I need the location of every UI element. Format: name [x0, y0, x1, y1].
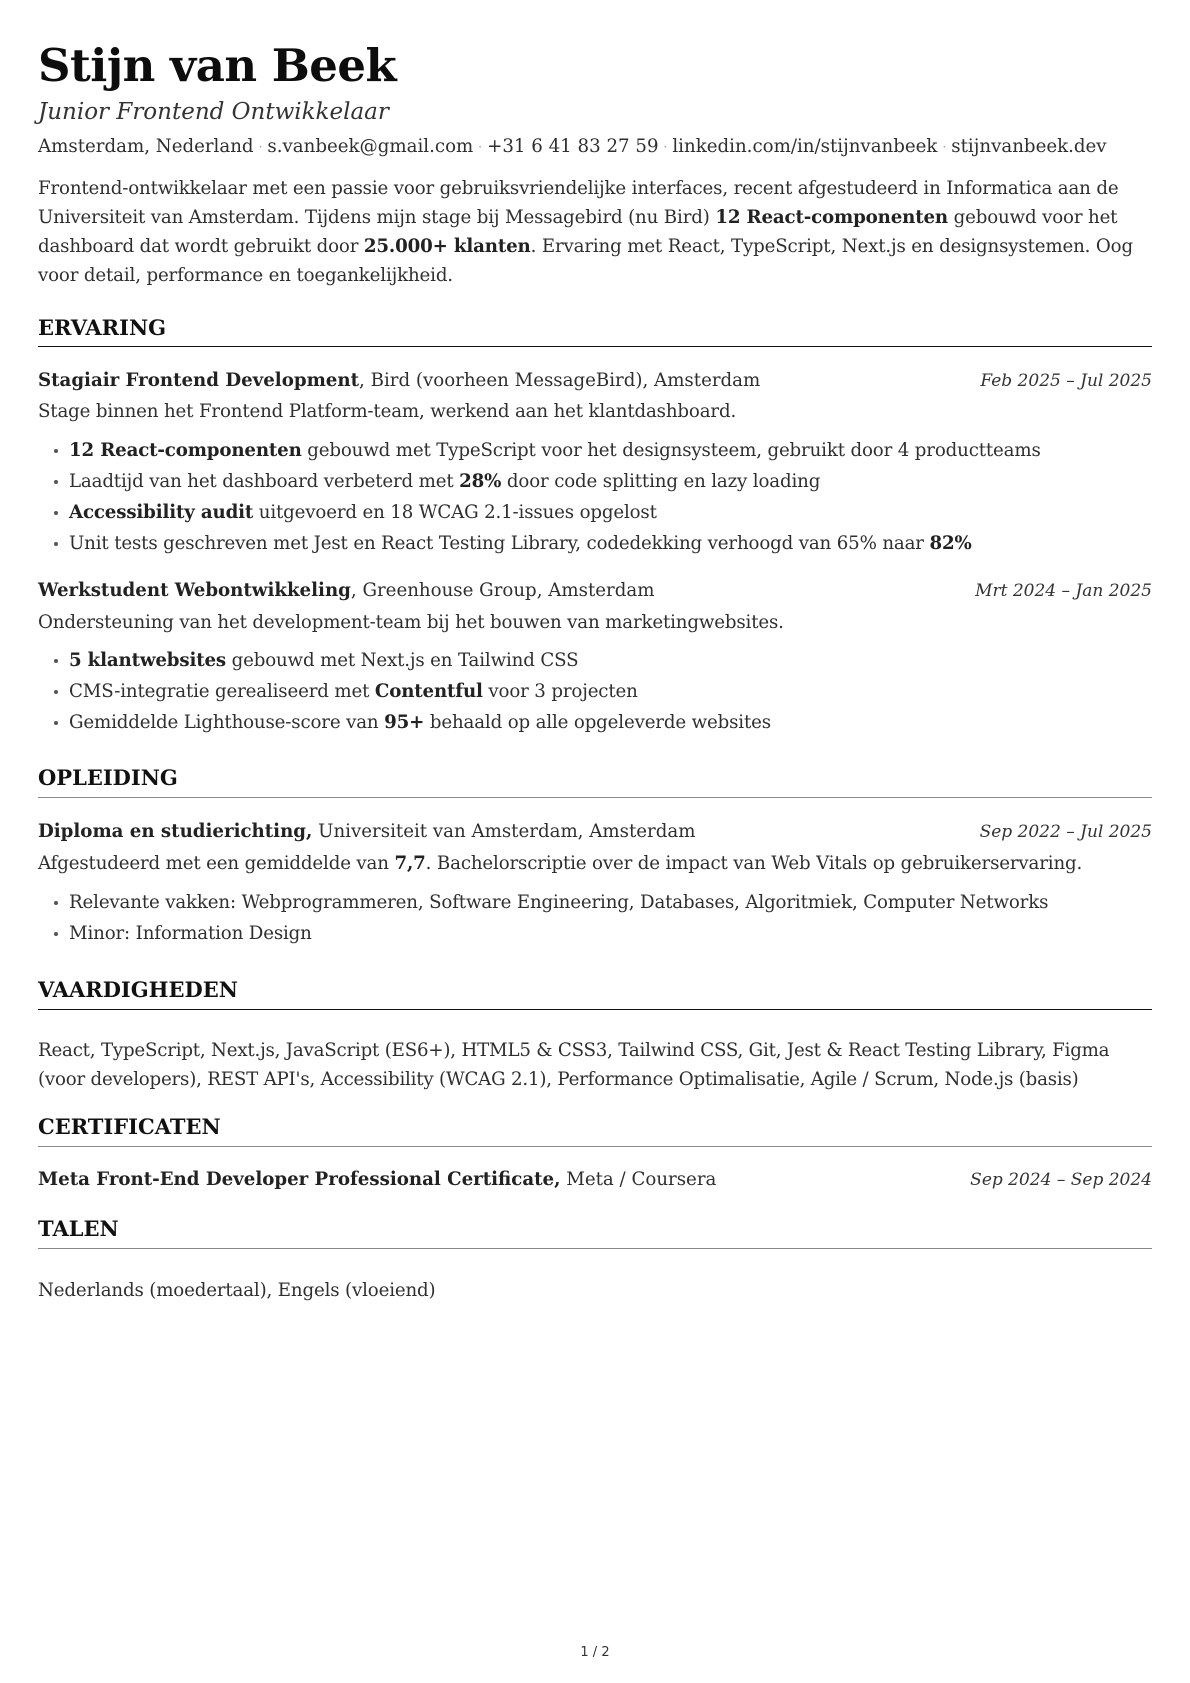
- summary-text: . Ervaring met React, TypeScript, Next.js en designsystemen. Oog voor detail, performance en toegankelijkheid.: [38, 236, 1133, 286]
- contact-separator: ·: [663, 140, 668, 154]
- job-description: Ondersteuning van het development-team bij het bouwen van marketingwebsites.: [38, 612, 784, 633]
- job-date: Feb 2025 – Jul 2025: [980, 371, 1152, 391]
- skills-list: React, TypeScript, Next.js, JavaScript (ES6+), HTML5 & CSS3, Tailwind CSS, Git, Jest & React Testing Library, Figma (voor developers), REST API's, Accessibility (WCAG 2.1), Performance Optimalisatie, Agile / Scrum, Node.js (basis): [38, 1040, 1110, 1090]
- section-divider: [38, 1146, 1152, 1147]
- education-date: Sep 2022 – Jul 2025: [979, 822, 1152, 842]
- education-degree: Diploma en studierichting,: [38, 821, 313, 842]
- list-item: Gemiddelde Lighthouse-score van 95+ behaald op alle opgeleverde websites: [52, 707, 1152, 738]
- job-date: Mrt 2024 – Jan 2025: [975, 581, 1152, 601]
- list-item: Minor: Information Design: [52, 918, 1152, 949]
- section-title-skills: VAARDIGHEDEN: [38, 977, 238, 1002]
- summary-highlight: 12 React-componenten: [715, 207, 948, 228]
- list-item: Accessibility audit uitgevoerd en 18 WCAG 2.1-issues opgelost: [52, 497, 1152, 528]
- section-divider: [38, 1248, 1152, 1249]
- certificate-row: [38, 1166, 1152, 1194]
- education-bullets: [52, 887, 1152, 949]
- job-bullets: [52, 435, 1152, 559]
- job-role: Stagiair Frontend Development: [38, 370, 360, 391]
- section-title-education: OPLEIDING: [38, 765, 178, 790]
- candidate-name: Stijn van Beek: [38, 39, 397, 92]
- contact-phone[interactable]: +31 6 41 83 27 59: [487, 136, 659, 157]
- job-header: [38, 367, 1152, 395]
- contact-separator: ·: [478, 140, 483, 154]
- section-title-experience: ERVARING: [38, 315, 167, 340]
- contact-email[interactable]: s.vanbeek@gmail.com: [267, 136, 474, 157]
- list-item: 12 React-componenten gebouwd met TypeScript voor het designsysteem, gebruikt door 4 productteams: [52, 435, 1152, 466]
- certificate-date: Sep 2024 – Sep 2024: [970, 1170, 1152, 1190]
- list-item: CMS-integratie gerealiseerd met Contentful voor 3 projecten: [52, 676, 1152, 707]
- summary-text: Frontend-ontwikkelaar met een passie voor gebruiksvriendelijke interfaces, recent afgestudeerd in Informatica aan de Universiteit van Amsterdam. Tijdens mijn stage bij Messagebird (nu Bird): [38, 178, 1119, 228]
- summary-text: gebouwd voor het dashboard dat wordt gebruikt door: [38, 207, 1118, 257]
- job-header: [38, 577, 1152, 605]
- list-item: Unit tests geschreven met Jest en React Testing Library, codedekking verhoogd van 65% naar 82%: [52, 528, 1152, 559]
- list-item: Laadtijd van het dashboard verbeterd met 28% door code splitting en lazy loading: [52, 466, 1152, 497]
- job-description: Stage binnen het Frontend Platform-team, werkend aan het klantdashboard.: [38, 401, 737, 422]
- education-header: [38, 818, 1152, 846]
- languages-text: Nederlands (moedertaal), Engels (vloeiend): [38, 1280, 436, 1301]
- section-divider: [38, 797, 1152, 798]
- job-org: , Bird (voorheen MessageBird), Amsterdam: [359, 370, 761, 391]
- section-divider: [38, 1009, 1152, 1010]
- contact-line: [38, 133, 1107, 161]
- contact-linkedin[interactable]: linkedin.com/in/stijnvanbeek: [672, 136, 938, 157]
- certificate-name: Meta Front-End Developer Professional Certificate,: [38, 1169, 561, 1190]
- contact-separator: ·: [258, 140, 263, 154]
- contact-website[interactable]: stijnvanbeek.dev: [951, 136, 1107, 157]
- job-org: , Greenhouse Group, Amsterdam: [350, 580, 655, 601]
- section-divider: [38, 346, 1152, 347]
- education-org: Universiteit van Amsterdam, Amsterdam: [312, 821, 696, 842]
- section-title-languages: TALEN: [38, 1216, 119, 1241]
- contact-location: Amsterdam, Nederland: [38, 136, 254, 157]
- job-bullets: [52, 645, 1152, 738]
- candidate-headline: Junior Frontend Ontwikkelaar: [38, 99, 389, 125]
- list-item: 5 klantwebsites gebouwd met Next.js en Tailwind CSS: [52, 645, 1152, 676]
- job-role: Werkstudent Webontwikkeling: [38, 580, 351, 601]
- list-item: Relevante vakken: Webprogrammeren, Software Engineering, Databases, Algoritmiek, Computer Networks: [52, 887, 1152, 918]
- page-indicator: 1 / 2: [580, 1645, 610, 1660]
- summary-highlight: 25.000+ klanten: [363, 236, 531, 257]
- education-description: Afgestudeerd met een gemiddelde van 7,7. Bachelorscriptie over de impact van Web Vitals op gebruikerservaring.: [38, 853, 1083, 874]
- certificate-issuer: Meta / Coursera: [560, 1169, 717, 1190]
- section-title-certificates: CERTIFICATEN: [38, 1114, 221, 1139]
- summary-paragraph: [38, 174, 1152, 290]
- contact-separator: ·: [942, 140, 947, 154]
